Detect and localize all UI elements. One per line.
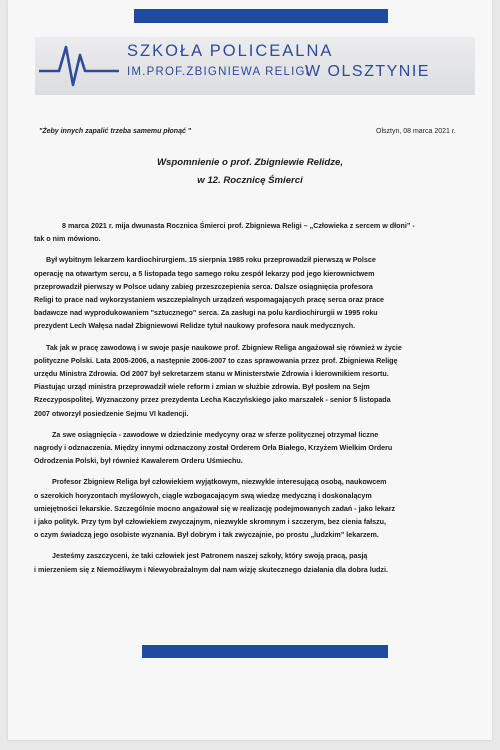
heartbeat-line-icon — [39, 41, 119, 91]
paragraph-line: prezydent Lech Wałęsa nadał Zbigniewowi Relidze tytuł naukowy profesora nauk medycznych. — [34, 322, 356, 331]
paragraph-line: tak o nim mówiono. — [34, 235, 101, 244]
paragraph-line: o szerokich horyzontach myślowych, ciągle wzbogacającym swą wiedzę medyczną i doskonalącym — [34, 491, 372, 500]
paragraph-line: i jako polityk. Przy tym był człowiekiem zwyczajnym, niezwykle skromnym i szczerym, bez cienia fałszu, — [34, 518, 387, 527]
paragraph-line: Odrodzenia Polski, był również Kawalerem Orderu Uśmiechu. — [34, 457, 243, 466]
bottom-decorative-bar — [142, 645, 388, 658]
paragraph — [34, 429, 470, 469]
paragraph-line: umiejętności lekarskie. Szczególnie mocno angażował się w realizację podejmowanych zadań - jako lekarz — [34, 504, 396, 513]
paragraph-line: przeprowadził pierwszy w Polsce udany zabieg przeszczepienia serca. Dalsze osiągnięcia profesora — [34, 282, 373, 291]
school-header-logo — [35, 37, 475, 95]
paragraph-line: 2007 otworzył posiedzenie Sejmu VI kadencji. — [34, 409, 189, 418]
paragraph-line: Za swe osiągnięcia - zawodowe w dziedzinie medycyny oraz w sferze politycznej otrzymał liczne — [52, 430, 379, 439]
document-body — [34, 220, 470, 585]
school-name-line2: IM.PROF.ZBIGNIEWA RELIGI — [127, 66, 311, 78]
document-title — [0, 154, 500, 190]
top-decorative-bar — [134, 9, 388, 23]
paragraph-line: urzędu Ministra Zdrowia. Od 2007 był sekretarzem stanu w Ministerstwie Zdrowia i kierownikiem resortu. — [34, 370, 389, 379]
paragraph-line: Religi to prace nad wykorzystaniem wszczepialnych urządzeń wspomagających pracę serca oraz prace — [34, 296, 385, 305]
paragraph-line: Rzeczypospolitej. Wyznaczony przez prezydenta Lecha Kaczyńskiego jako marszałek - senior 5 listopada — [34, 396, 391, 405]
paragraph-line: o czym świadczą jego osobiste wyznania. Był dobrym i tak zwyczajnie, po prostu „ludzkim” lekarzem. — [34, 531, 379, 540]
paragraph-line: polityczne Polski. Lata 2005-2006, a następnie 2006-2007 to czas sprawowania przez prof. Zbigniewa Religę — [34, 356, 398, 365]
paragraph-line: Był wybitnym lekarzem kardiochirurgiem. 15 sierpnia 1985 roku przeprowadził pierwszą w Polsce — [46, 256, 376, 265]
paragraph — [34, 476, 470, 542]
paragraph — [34, 220, 470, 246]
paragraph — [34, 342, 470, 421]
paragraph-line: Piastując urząd ministra przeprowadził wiele reform i zmian w służbie zdrowia. Był posłem na Sejm — [34, 383, 370, 392]
paragraph-line: badawcze nad wyprodukowaniem "sztucznego" serca. Za zasługi na polu kardiochirurgii w 1995 roku — [34, 309, 378, 318]
motto-quote: "Żeby innych zapalić trzeba samemu płonąć " — [39, 128, 192, 135]
school-city-line: W OLSZTYNIE — [305, 63, 430, 80]
paragraph-line: Profesor Zbigniew Religa był człowiekiem wyjątkowym, niezwykle interesującą osobą, naukowcem — [52, 478, 387, 487]
school-name-line1: SZKOŁA POLICEALNA — [127, 42, 334, 60]
paragraph-line: Tak jak w pracę zawodową i w swoje pasje naukowe prof. Zbigniew Religa angażował się również w życie — [46, 343, 402, 352]
paragraph-line: operację na otwartym sercu, a 5 listopada tego samego roku zespół lekarzy pod jego kierownictwem — [34, 269, 375, 278]
paragraph — [34, 550, 470, 576]
paragraph-line: Jesteśmy zaszczyceni, że taki człowiek jest Patronem naszej szkoły, który swoją pracą, pasją — [52, 552, 368, 561]
paragraph — [34, 254, 470, 333]
title-line-1: Wspomnienie o prof. Zbigniewie Relidze, — [156, 157, 344, 168]
title-line-2: w 12. Rocznicę Śmierci — [197, 175, 303, 186]
paragraph-line: nagrody i odznaczenia. Między innymi odznaczony został Orderem Orła Białego, Krzyżem Wielkim Orderu — [34, 444, 393, 453]
place-and-date: Olsztyn, 08 marca 2021 r. — [376, 128, 456, 135]
paragraph-line: i mierzeniem się z Niemożliwym i Niewyobrażalnym dał nam wizję skutecznego działania dla dobra ludzi. — [34, 565, 388, 574]
paragraph-line: 8 marca 2021 r. mija dwunasta Rocznica Śmierci prof. Zbigniewa Religi – „Człowieka z sercem w dłoni” - — [62, 222, 415, 230]
